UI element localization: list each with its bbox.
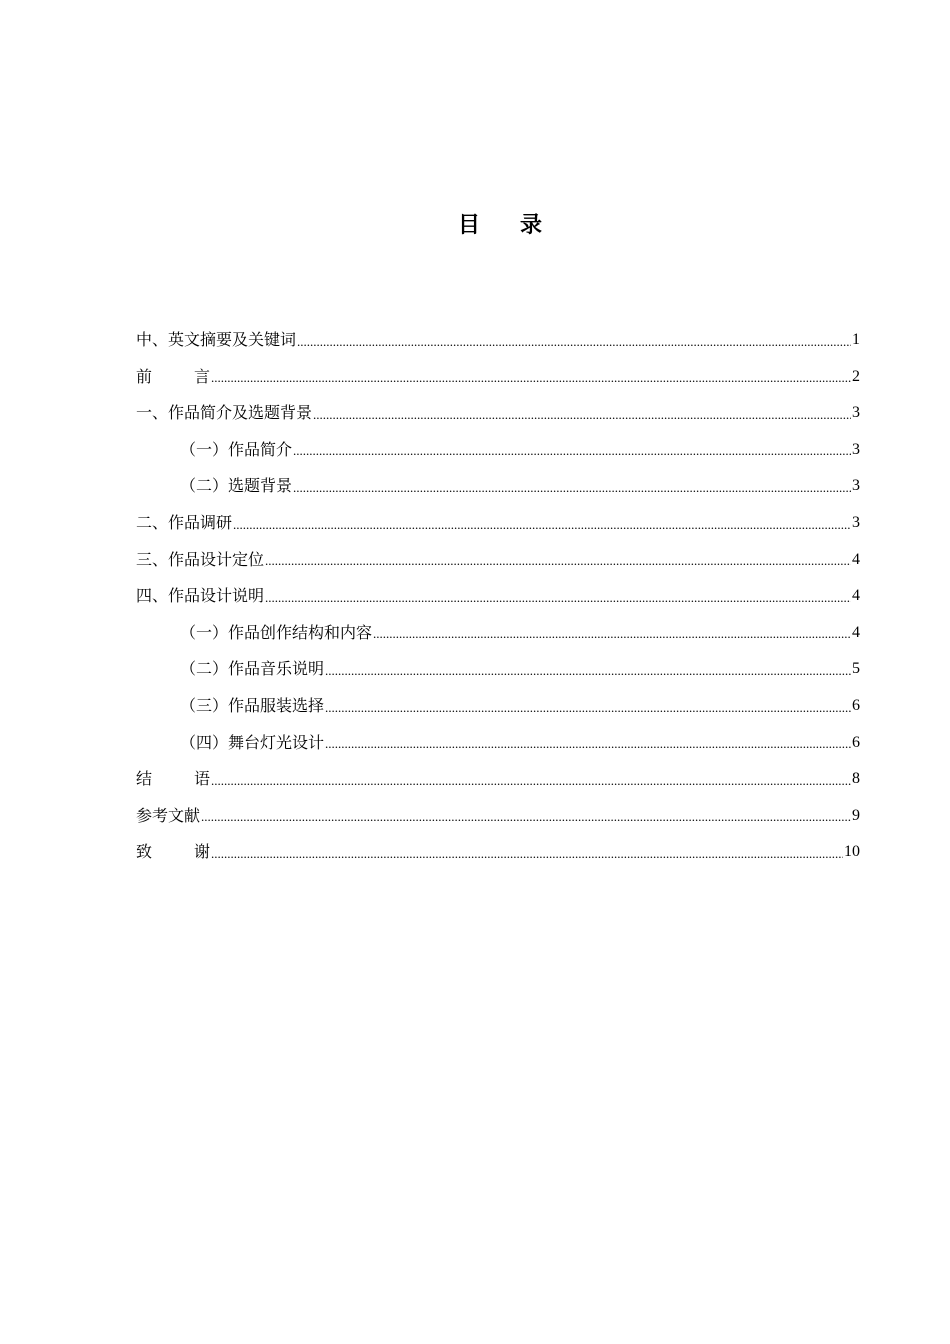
toc-leader-dots	[201, 800, 851, 834]
toc-entry-label: 二、作品调研	[136, 512, 233, 532]
toc-leader-dots	[297, 325, 851, 359]
toc-entry-page: 8	[852, 770, 860, 788]
toc-leader-dots	[233, 508, 851, 542]
toc-entry-label: （二）作品音乐说明	[180, 659, 325, 679]
toc-entry-label: （三）作品服装选择	[180, 695, 325, 715]
toc-entry-label: 四、作品设计说明	[136, 586, 265, 606]
toc-entry-page: 1	[852, 331, 860, 348]
toc-entry-page: 4	[852, 623, 860, 641]
toc-entry-label: （一）作品创作结构和内容	[180, 622, 373, 642]
toc-subentry[interactable]	[136, 615, 860, 652]
toc-subentry[interactable]	[136, 432, 860, 469]
toc-entry[interactable]	[136, 505, 860, 542]
toc-subentry[interactable]	[136, 468, 860, 505]
toc-entry-label: 前 言	[136, 366, 211, 386]
toc-entry-label: 中、英文摘要及关键词	[136, 330, 297, 349]
toc-subentry[interactable]	[136, 688, 860, 725]
toc-entry-page: 4	[852, 550, 860, 568]
toc-entry-label: 参考文献	[136, 805, 201, 825]
toc-entry[interactable]	[136, 798, 860, 835]
toc-leader-dots	[211, 361, 851, 395]
toc-entry-label: 致 谢	[136, 842, 211, 862]
toc-entry[interactable]	[136, 322, 860, 359]
toc-entry-page: 3	[852, 440, 860, 458]
toc-leader-dots	[325, 654, 851, 688]
toc-leader-dots	[325, 691, 851, 725]
toc-entry-label: 一、作品简介及选题背景	[136, 403, 313, 423]
toc-leader-dots	[313, 398, 851, 432]
toc-entry-page: 9	[852, 806, 860, 824]
toc-subentry[interactable]	[136, 725, 860, 762]
toc-entry-page: 6	[852, 733, 860, 751]
toc-leader-dots	[211, 837, 843, 871]
toc-entry-page: 10	[844, 843, 860, 861]
toc-leader-dots	[211, 764, 851, 798]
toc-entry[interactable]	[136, 578, 860, 615]
table-of-contents	[136, 322, 860, 871]
page-title-char: 录	[520, 213, 543, 238]
toc-entry-label: （四）舞台灯光设计	[180, 732, 325, 752]
toc-leader-dots	[293, 471, 851, 505]
page-title	[0, 208, 950, 239]
toc-leader-dots	[293, 434, 851, 468]
toc-entry-page: 3	[852, 404, 860, 422]
toc-leader-dots	[265, 581, 851, 615]
toc-entry-page: 4	[852, 587, 860, 605]
toc-entry-label: 三、作品设计定位	[136, 549, 265, 569]
toc-entry-label: 结 语	[136, 769, 211, 789]
toc-entry-page: 5	[852, 660, 860, 678]
toc-entry-label: （二）选题背景	[180, 476, 293, 496]
toc-leader-dots	[265, 544, 851, 578]
toc-entry[interactable]	[136, 761, 860, 798]
toc-entry-page: 3	[852, 477, 860, 495]
toc-entry-page: 3	[852, 513, 860, 531]
toc-entry-page: 2	[852, 367, 860, 385]
page-title-char: 目	[457, 213, 480, 238]
toc-subentry[interactable]	[136, 651, 860, 688]
toc-entry[interactable]	[136, 542, 860, 579]
toc-entry-page: 6	[852, 696, 860, 714]
toc-entry-label: （一）作品简介	[180, 439, 293, 459]
toc-entry[interactable]	[136, 834, 860, 871]
toc-entry[interactable]	[136, 395, 860, 432]
toc-entry[interactable]	[136, 359, 860, 396]
toc-leader-dots	[373, 617, 851, 651]
toc-leader-dots	[325, 727, 851, 761]
